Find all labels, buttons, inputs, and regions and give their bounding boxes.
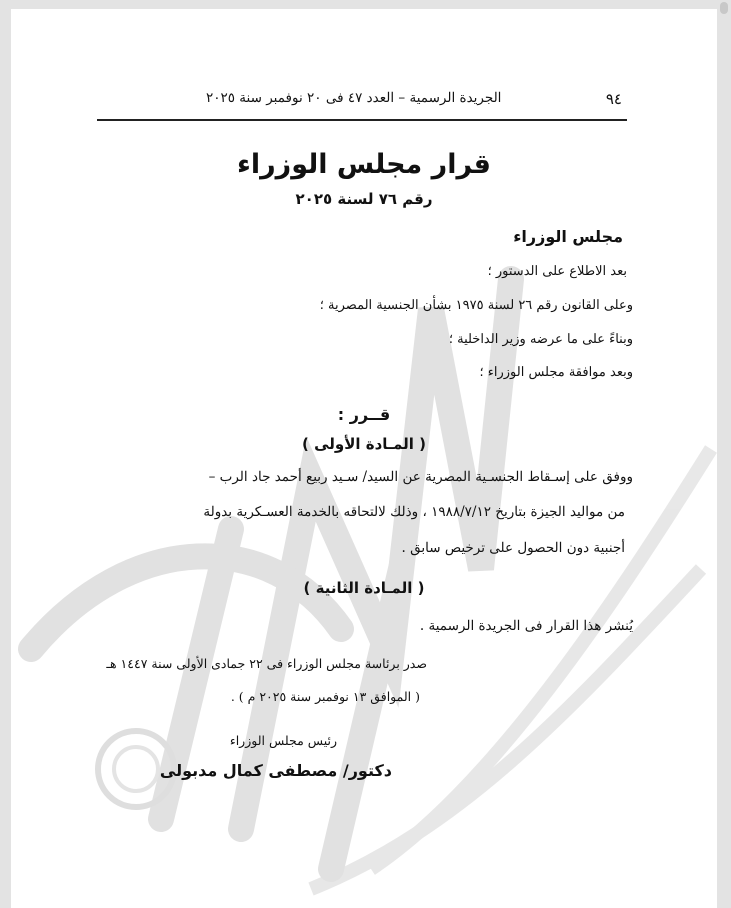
issuing-body: مجلس الوزراء bbox=[513, 227, 623, 246]
article-1-line-1: ووفق على إسـقاط الجنسـية المصرية عن السيد/ سـيد ربيع أحمد جاد الرب – bbox=[208, 469, 633, 485]
article-1-heading: ( المـادة الأولى ) bbox=[302, 435, 426, 453]
article-1-line-2: من مواليد الجيزة بتاريخ ١٩٨٨/٧/١٢ ، وذلك لالتحاقه بالخدمة العسـكرية بدولة bbox=[203, 504, 625, 520]
preamble-line-1: بعد الاطلاع على الدستور ؛ bbox=[487, 264, 627, 279]
header-divider bbox=[97, 119, 627, 121]
preamble-line-3: وبناءً على ما عرضه وزير الداخلية ؛ bbox=[448, 332, 633, 347]
signatory-name: دكتور/ مصطفى كمال مدبولى bbox=[159, 761, 392, 780]
scrollbar-thumb[interactable] bbox=[720, 2, 728, 14]
signatory-title: رئيس مجلس الوزراء bbox=[229, 733, 337, 748]
article-2-heading: ( المـادة الثانية ) bbox=[303, 579, 425, 597]
preamble-line-2: وعلى القانون رقم ٢٦ لسنة ١٩٧٥ بشأن الجنسية المصرية ؛ bbox=[319, 298, 633, 313]
gregorian-date-line: ( الموافق ١٣ نوفمبر سنة ٢٠٢٥ م ) . bbox=[230, 689, 420, 704]
article-1-line-3: أجنبية دون الحصول على ترخيص سابق . bbox=[401, 540, 625, 556]
decided-heading: قــرر : bbox=[337, 405, 391, 424]
gazette-header: الجريدة الرسمية – العدد ٤٧ فى ٢٠ نوفمبر سنة ٢٠٢٥ bbox=[206, 90, 502, 106]
document-page bbox=[11, 9, 717, 908]
decree-title: قرار مجلس الوزراء bbox=[237, 149, 491, 180]
preamble-line-4: وبعد موافقة مجلس الوزراء ؛ bbox=[479, 365, 633, 380]
decree-number: رقم ٧٦ لسنة ٢٠٢٥ bbox=[295, 190, 433, 208]
scrollbar-track[interactable] bbox=[717, 0, 731, 908]
page-number: ٩٤ bbox=[605, 90, 622, 108]
document-content bbox=[11, 9, 717, 908]
article-2-line: يُنشر هذا القرار فى الجريدة الرسمية . bbox=[419, 618, 633, 634]
issued-date-line: صدر برئاسة مجلس الوزراء فى ٢٢ جمادى الأولى سنة ١٤٤٧ هـ bbox=[106, 656, 427, 671]
